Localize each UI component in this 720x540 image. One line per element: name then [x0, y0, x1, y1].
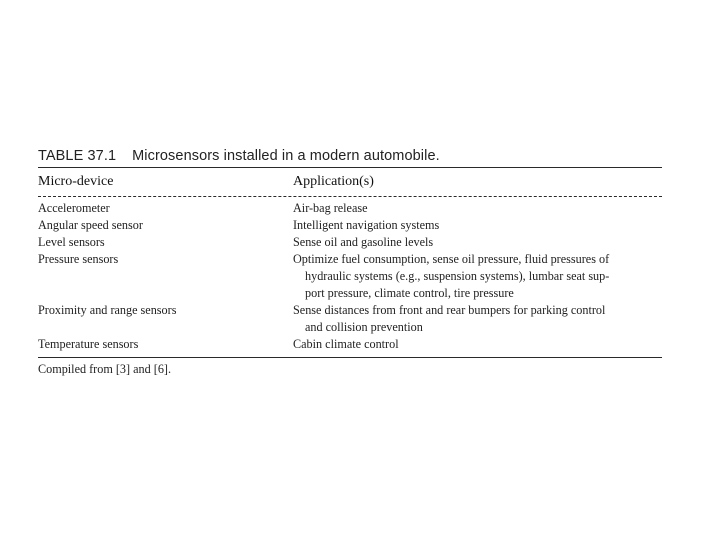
- table-caption: [38, 146, 662, 167]
- application-line: Air-bag release: [293, 201, 368, 215]
- table-row: [38, 251, 662, 302]
- cell-application: [293, 234, 662, 251]
- cell-micro-device: Accelerometer: [38, 201, 110, 215]
- table-header-row: [38, 168, 662, 196]
- cell-micro-device: Pressure sensors: [38, 252, 119, 266]
- table-row: [38, 336, 662, 353]
- microsensor-table: [38, 146, 662, 378]
- cell-application: [293, 336, 662, 353]
- cell-micro-device: Temperature sensors: [38, 337, 139, 351]
- application-line: port pressure, climate control, tire pressure: [305, 286, 514, 300]
- table-row: [38, 200, 662, 217]
- bottom-rule: [38, 357, 662, 358]
- application-line: and collision prevention: [305, 320, 423, 334]
- table-footnote: Compiled from [3] and [6].: [38, 362, 172, 376]
- application-line: Sense oil and gasoline levels: [293, 235, 434, 249]
- application-line: Intelligent navigation systems: [293, 218, 440, 232]
- table-number: TABLE 37.1: [38, 148, 117, 164]
- application-line: hydraulic systems (e.g., suspension systems), lumbar seat sup-: [305, 269, 610, 283]
- application-line: Sense distances from front and rear bumpers for parking control: [293, 303, 606, 317]
- table-body: [38, 197, 662, 357]
- application-line: Cabin climate control: [293, 337, 399, 351]
- application-line: Optimize fuel consumption, sense oil pressure, fluid pressures of: [293, 252, 610, 266]
- cell-micro-device: Level sensors: [38, 235, 105, 249]
- table-row: [38, 234, 662, 251]
- header-micro-device: Micro-device: [38, 174, 114, 189]
- table-title: Microsensors installed in a modern automobile.: [132, 148, 440, 164]
- table-row: [38, 217, 662, 234]
- cell-micro-device: Proximity and range sensors: [38, 303, 177, 317]
- table-row: [38, 302, 662, 336]
- cell-application: [293, 217, 662, 234]
- cell-application: [293, 200, 662, 217]
- cell-application: [293, 251, 662, 302]
- cell-micro-device: Angular speed sensor: [38, 218, 143, 232]
- cell-application: [293, 302, 662, 336]
- header-applications: Application(s): [293, 174, 374, 189]
